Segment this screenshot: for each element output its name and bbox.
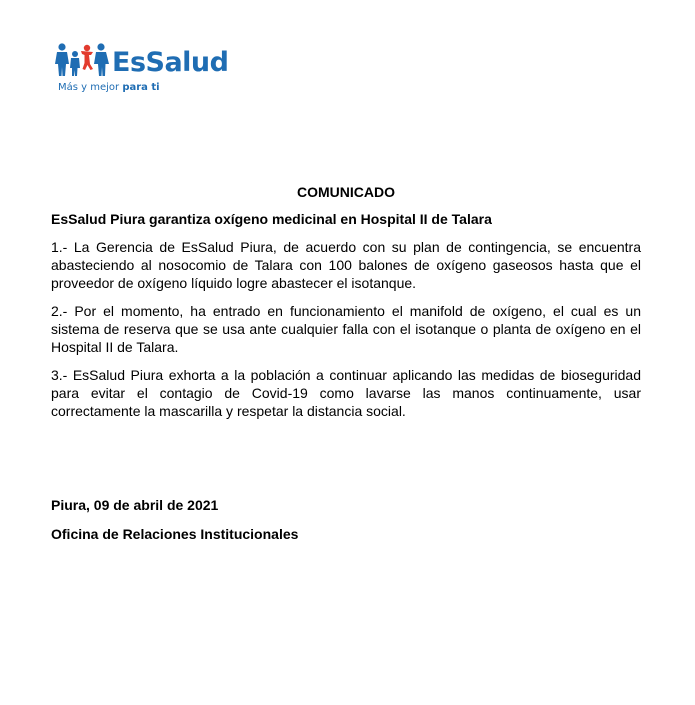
document-footer: [51, 496, 641, 554]
document-office: Oficina de Relaciones Institucionales: [51, 526, 299, 542]
paragraph-1: 1.- La Gerencia de EsSalud Piura, de acuerdo con su plan de contingencia, se encuentra abasteciendo al nosocomio de Talara con 100 balones de oxígeno gaseosos hasta que el proveedor de oxígeno líquido logre abastecer el isotanque.: [51, 239, 641, 291]
document-body: [51, 183, 641, 430]
logo-wordmark: EsSalud: [112, 47, 229, 78]
paragraph-3: 3.- EsSalud Piura exhorta a la población a continuar aplicando las medidas de bioseguridad para evitar el contagio de Covid-19 como lavarse las manos continuamente, usar correctamente la mascarilla y respetar la distancia social.: [51, 367, 641, 419]
paragraph-2: 2.- Por el momento, ha entrado en funcionamiento el manifold de oxígeno, el cual es un sistema de reserva que se usa ante cualquier falla con el isotanque o planta de oxígeno en el Hospital II de Talara.: [51, 303, 641, 355]
logo-tagline-emphasis: para ti: [122, 82, 160, 93]
logo-tagline: [58, 82, 160, 94]
document-heading: COMUNICADO: [297, 184, 395, 200]
essalud-logo: [54, 42, 234, 98]
document-subject: EsSalud Piura garantiza oxígeno medicinal en Hospital II de Talara: [51, 211, 492, 227]
logo-tagline-prefix: Más y mejor: [58, 82, 123, 93]
family-figures-icon: [54, 42, 114, 78]
document-date: Piura, 09 de abril de 2021: [51, 497, 219, 513]
